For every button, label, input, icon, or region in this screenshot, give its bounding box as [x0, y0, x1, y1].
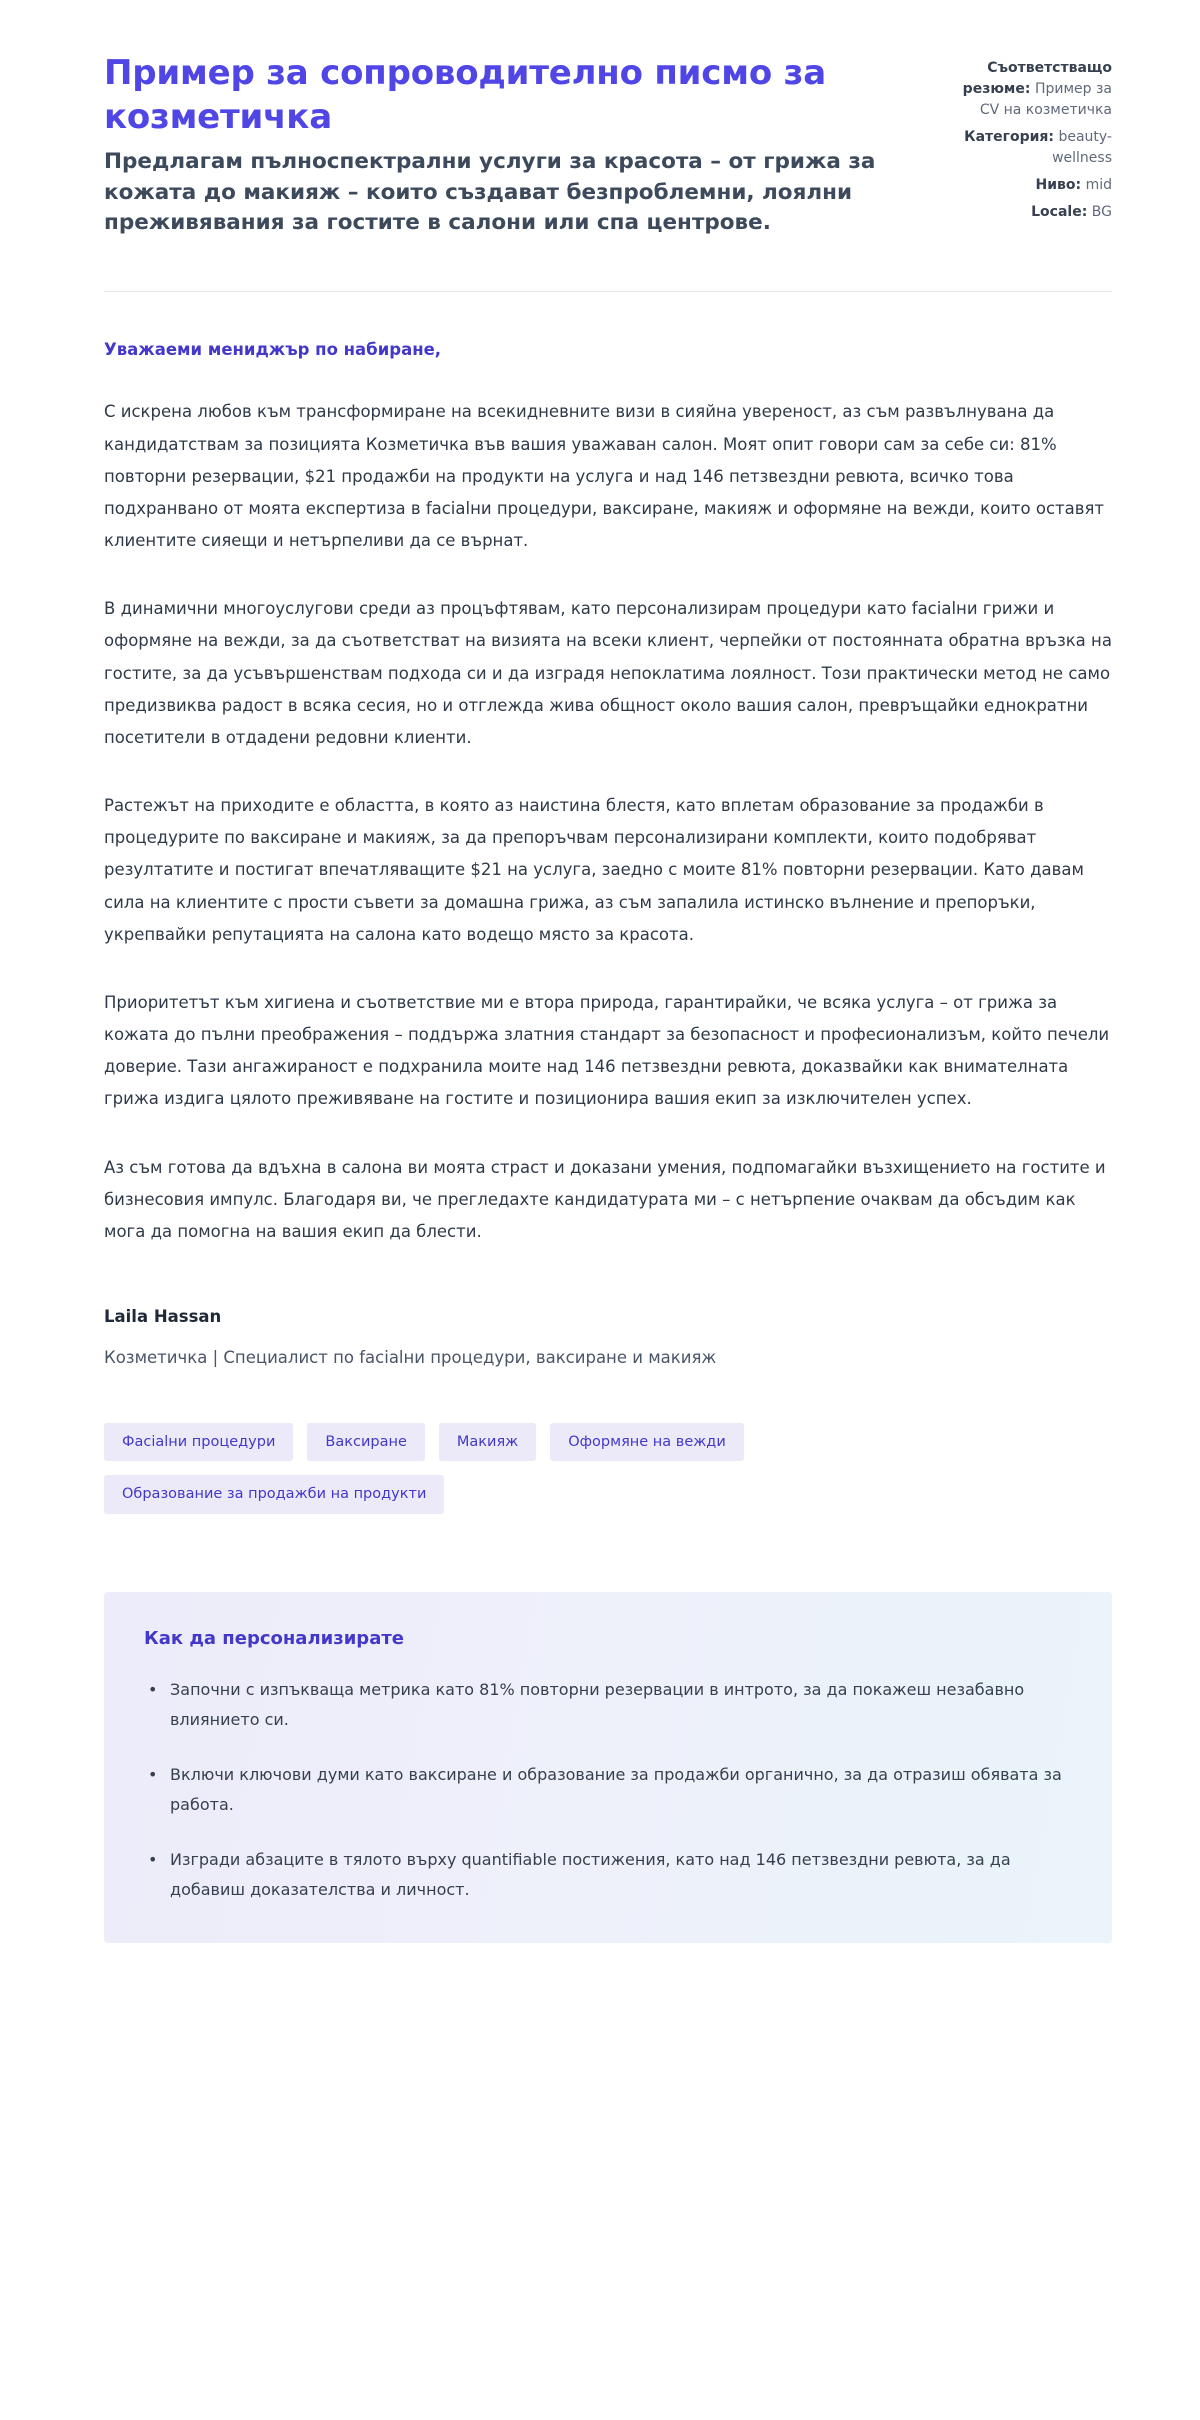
skill-tag[interactable]: Фасialни процедури	[104, 1423, 293, 1462]
meta-matching-resume-value: Пример за CV на козметичка	[979, 81, 1112, 118]
meta-matching-resume	[942, 58, 1112, 121]
tips-title: Как да персонализирате	[144, 1627, 404, 1649]
skill-tag[interactable]: Ваксиране	[307, 1423, 424, 1462]
meta-level-label: Ниво:	[1035, 177, 1082, 193]
skill-tag-list	[104, 1423, 864, 1514]
skill-tag[interactable]: Оформяне на вежди	[550, 1423, 744, 1462]
meta-level-value: mid	[1085, 177, 1112, 193]
tips-list-item: • Започни с изпъкваща метрика като 81% повторни резервации в интрото, за да покажеш незабавно влиянието си.	[170, 1675, 1072, 1734]
letter-body	[104, 292, 1112, 1943]
meta-matching-resume-label: Съответстващо резюме:	[962, 60, 1112, 97]
meta-locale-value: BG	[1091, 204, 1112, 220]
page-subtitle: Предлагам пълноспектрални услуги за красота – от грижа за кожата до макияж – които създават безпроблемни, лоялни преживявания за гостите в салони или спа центрове.	[104, 149, 876, 236]
letter-paragraph: С искрена любов към трансформиране на всекидневните визи в сияйна увереност, аз съм развълнувана да кандидатствам за позицията Козметичка във вашия уважаван салон. Моят опит говори сам за себе си: 81% повторни резервации, $21 продажби на продукти на услуга и над 146 петзвездни ревюта, всичко това подхранвано от моята експертиза в facialни процедури, ваксиране, макияж и оформяне на вежди, които оставят клиентите сияещи и нетърпеливи да се върнат.	[104, 402, 1105, 551]
customization-tips-card	[104, 1592, 1112, 1943]
tips-list-item: • Включи ключови думи като ваксиране и образование за продажби органично, за да отразиш обявата за работа.	[170, 1760, 1072, 1819]
letter-paragraph: Приоритетът към хигиена и съответствие ми е втора природа, гарантирайки, че всяка услуга – от грижа за кожата до пълни преображения – поддържа златния стандарт за безопасност и професионализъм, който печели доверие. Тази ангажираност е подхранила моите над 146 петзвездни ревюта, доказвайки как внимателната грижа издига цялото преживяване на гостите и позиционира вашия екип за изключителен успех.	[104, 992, 1110, 1109]
meta-level	[942, 175, 1112, 196]
page-title: Пример за сопроводително писмо за козметичка	[104, 53, 826, 137]
meta-category-label: Категория:	[964, 129, 1054, 145]
skill-tag[interactable]: Образование за продажби на продукти	[104, 1475, 444, 1514]
signature-name: Laila Hassan	[104, 1307, 222, 1327]
letter-paragraph: Растежът на приходите е областта, в която аз наистина блестя, като вплетам образование за продажби в процедурите по ваксиране и макияж, за да препоръчвам персонализирани комплекти, които подобряват резултатите и постигат впечатляващите $21 на услуга, заедно с моите 81% повторни резервации. Като давам сила на клиентите с прости съвети за домашна грижа, аз съм запалила истинско вълнение и препоръки, укрепвайки репутацията на салона като водещо място за красота.	[104, 796, 1084, 944]
tips-list	[144, 1675, 1072, 1905]
signature-block	[104, 1304, 1112, 1371]
meta-locale	[942, 202, 1112, 223]
metadata-panel	[942, 52, 1112, 223]
skill-tag[interactable]: Макияж	[439, 1423, 536, 1462]
meta-category-value: beauty-wellness	[1052, 129, 1112, 166]
signature-role: Козметичка | Специалист по facialни процедури, ваксиране и макияж	[104, 1347, 717, 1367]
letter-paragraph: Аз съм готова да вдъхна в салона ви моята страст и доказани умения, подпомагайки възхищението на гостите и бизнесовия импулс. Благодаря ви, че прегледахте кандидатурата ми – с нетърпение очаквам да обсъдим как мога да помогна на вашия екип да блести.	[104, 1157, 1106, 1241]
header-text-block	[104, 52, 906, 239]
meta-locale-label: Locale:	[1031, 204, 1088, 220]
salutation: Уважаеми мениджър по набиране,	[104, 339, 442, 359]
page-header	[104, 52, 1112, 239]
letter-paragraph: В динамични многоуслугови среди аз процъфтявам, като персонализирам процедури като facialни грижи и оформяне на вежди, за да съответстват на визията на всеки клиент, черпейки от постоянната обратна връзка на гостите, за да усъвършенствам подхода си и да изградя непоклатима лоялност. Този практически метод не само предизвиква радост в всяка сесия, но и отглежда жива общност около вашия салон, превръщайки еднократни посетители в отдадени редовни клиенти.	[104, 599, 1112, 747]
tips-list-item: • Изгради абзаците в тялото върху quantifiable постижения, като над 146 петзвездни ревюта, за да добавиш доказателства и личност.	[170, 1845, 1072, 1904]
meta-category	[942, 127, 1112, 169]
